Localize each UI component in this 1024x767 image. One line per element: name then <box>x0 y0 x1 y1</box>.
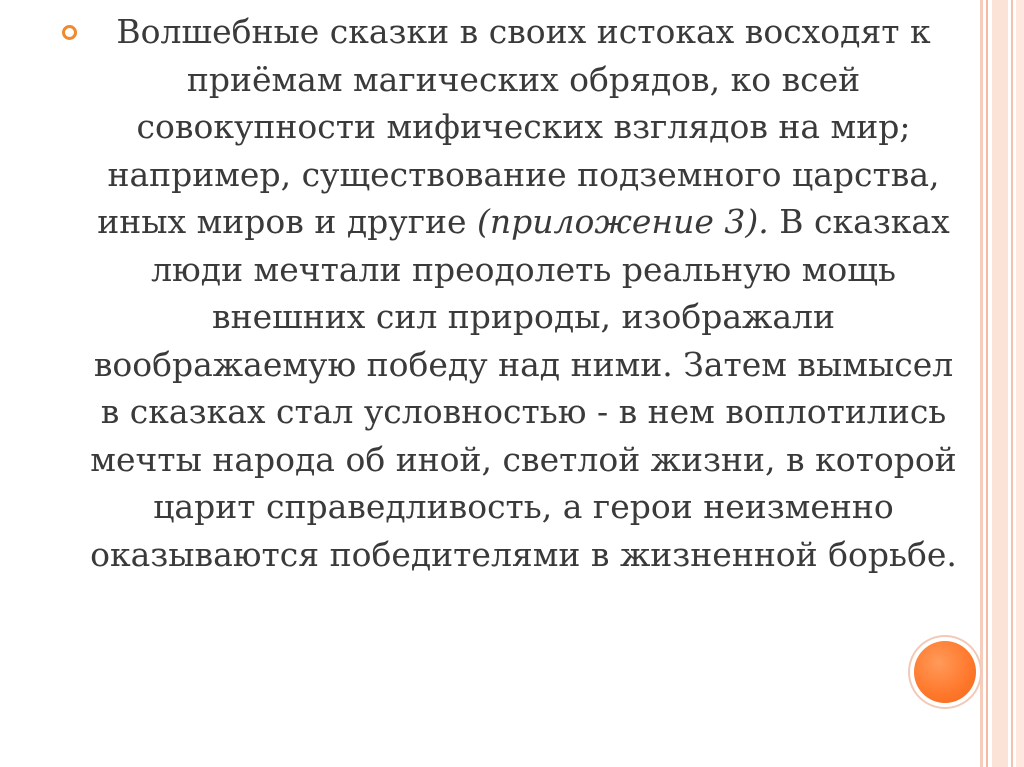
paragraph-text-part2: В сказках люди мечтали преодолеть реальную мощь внешних сил природы, изображали воображаемую победу над ними. Затем вымысел в сказках стал условностью - в нем воплотились мечты народа об иной, светлой жизни, в которой царит справедливость, а герои неизменно оказываются победителями в жизненной борьбе. <box>90 202 957 574</box>
orange-circle-icon <box>914 641 976 703</box>
decorative-stripe <box>1016 0 1024 767</box>
slide-content <box>60 8 965 578</box>
paragraph-italic-reference: (приложение 3). <box>477 202 769 241</box>
decorative-stripe <box>986 0 988 767</box>
bullet-ring-icon <box>62 25 77 40</box>
paragraph-text-part1: Волшебные сказки в своих истоках восходят к приёмам магических обрядов, ко всей совокупности мифических взглядов на мир; например, существование подземного царства, иных миров и другие <box>97 12 940 241</box>
decorative-stripe <box>1011 0 1013 767</box>
body-paragraph <box>60 8 965 578</box>
decorative-stripe <box>992 0 1008 767</box>
decorative-stripe <box>980 0 983 767</box>
